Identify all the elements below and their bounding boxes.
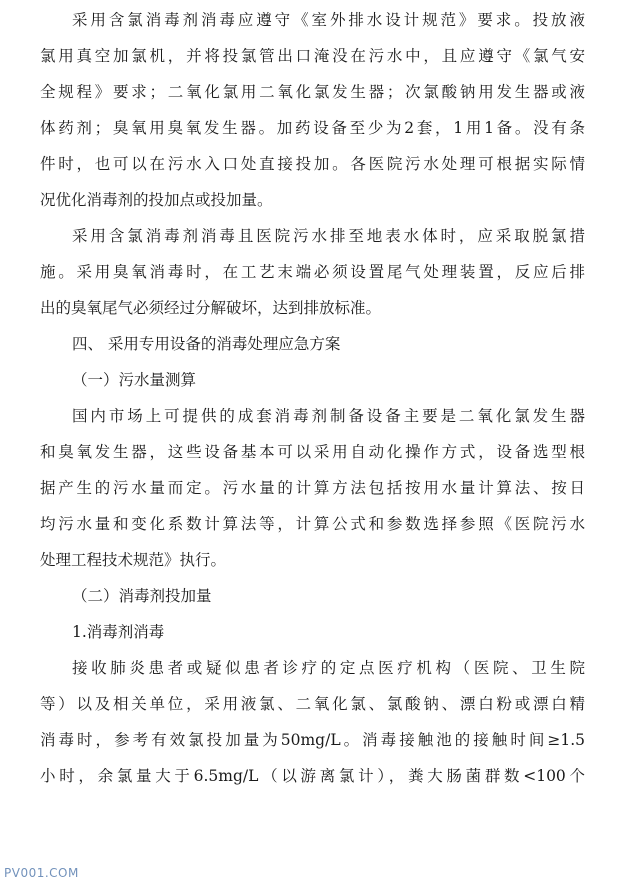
paragraph-line: 采用含氯消毒剂消毒应遵守《室外排水设计规范》要求。投放液 (72, 11, 585, 29)
paragraph-line: 氯用真空加氯机，并将投氯管出口淹没在污水中，且应遵守《氯气安 (40, 47, 585, 65)
paragraph-line: 出的臭氧尾气必须经过分解破坏，达到排放标准。 (40, 299, 382, 317)
paragraph-line: 小时，余氯量大于6.5mg/L（以游离氯计），粪大肠菌群数<100个 (40, 767, 585, 785)
paragraph-line: 和臭氧发生器，这些设备基本可以采用自动化操作方式，设备选型根 (40, 443, 585, 461)
paragraph-line: 采用含氯消毒剂消毒且医院污水排至地表水体时，应采取脱氯措 (72, 227, 585, 245)
paragraph-line: 施。采用臭氧消毒时，在工艺末端必须设置尾气处理装置，反应后排 (40, 263, 585, 281)
site-watermark: PV001.COM (4, 866, 79, 880)
paragraph-line: 体药剂；臭氧用臭氧发生器。加药设备至少为2套，1用1备。没有条 (40, 119, 585, 137)
paragraph-line: 国内市场上可提供的成套消毒剂制备设备主要是二氧化氯发生器 (72, 407, 585, 425)
subsection-heading: （一）污水量测算 (72, 371, 197, 389)
paragraph-line: 均污水量和变化系数计算法等，计算公式和参数选择参照《医院污水 (40, 515, 585, 533)
paragraph-line: 件时，也可以在污水入口处直接投加。各医院污水处理可根据实际情 (40, 155, 585, 173)
paragraph-line: 接收肺炎患者或疑似患者诊疗的定点医疗机构（医院、卫生院 (72, 659, 585, 677)
paragraph-line: 况优化消毒剂的投加点或投加量。 (40, 191, 273, 209)
section-heading: 四、 采用专用设备的消毒处理应急方案 (72, 335, 341, 353)
paragraph-line: 据产生的污水量而定。污水量的计算方法包括按用水量计算法、按日 (40, 479, 585, 497)
paragraph-line: 消毒时，参考有效氯投加量为50mg/L。消毒接触池的接触时间≥1.5 (40, 731, 585, 749)
paragraph-line: 等）以及相关单位，采用液氯、二氧化氯、氯酸钠、漂白粉或漂白精 (40, 695, 585, 713)
paragraph-line: 全规程》要求；二氧化氯用二氧化氯发生器；次氯酸钠用发生器或液 (40, 83, 585, 101)
item-heading: 1.消毒剂消毒 (72, 623, 165, 641)
subsection-heading: （二）消毒剂投加量 (72, 587, 212, 605)
paragraph-line: 处理工程技术规范》执行。 (40, 551, 227, 569)
